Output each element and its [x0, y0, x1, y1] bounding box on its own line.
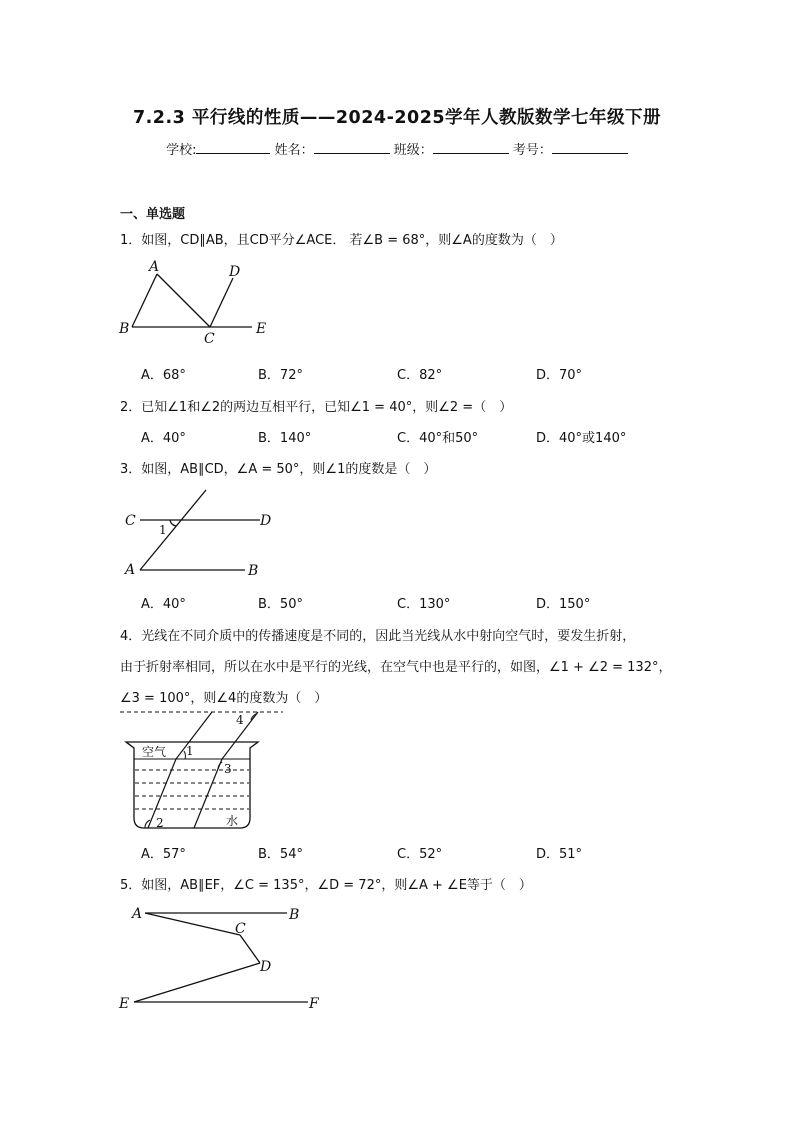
q4-option-b[interactable]: B．54°: [258, 847, 303, 862]
angle-1-label: 1: [159, 523, 167, 537]
student-info-line: [0, 139, 794, 158]
question-4-line-1: 4．光线在不同介质中的传播速度是不同的，因此当光线从水中射向空气时，要发生折射，: [120, 629, 636, 644]
exam-number-blank: [552, 141, 628, 154]
transversal: [140, 490, 206, 570]
q4-option-d[interactable]: D．51°: [536, 847, 583, 862]
label-b: B: [289, 907, 300, 923]
segment-ba: [132, 274, 157, 327]
label-c: C: [204, 331, 215, 347]
question-5-figure: [110, 900, 330, 1012]
question-4-line-2: 由于折射率相同，所以在水中是平行的光线，在空气中也是平行的，如图，∠1 + ∠2 = 132°，: [120, 660, 672, 675]
label-c: C: [235, 921, 246, 937]
question-3-figure: [118, 486, 278, 582]
question-4-figure: [118, 706, 288, 836]
label-a: A: [125, 562, 136, 578]
question-2-stem: 2．已知∠1和∠2的两边互相平行，已知∠1 = 40°，则∠2 =（ ）: [120, 400, 513, 415]
segment-cd: [240, 935, 260, 963]
q4-option-a[interactable]: A．57°: [141, 847, 186, 862]
label-d: D: [260, 959, 272, 975]
question-4-line-3: ∠3 = 100°，则∠4的度数为（ ）: [120, 691, 328, 706]
exam-number-label: 考号：: [512, 143, 552, 158]
segment-de: [134, 963, 260, 1002]
class-blank: [433, 141, 509, 154]
q2-option-a[interactable]: A．40°: [141, 431, 186, 446]
q3-option-b[interactable]: B．50°: [258, 597, 303, 612]
q1-option-d[interactable]: D．70°: [536, 368, 583, 383]
angle-3-label: 3: [224, 762, 232, 776]
q1-option-b[interactable]: B．72°: [258, 368, 303, 383]
section-title: 一、单选题: [120, 207, 186, 222]
label-c: C: [125, 513, 136, 529]
label-b: B: [248, 563, 259, 579]
label-a: A: [132, 906, 143, 922]
water-label: 水: [226, 814, 239, 828]
label-d: D: [229, 264, 241, 280]
class-label: 班级：: [393, 143, 433, 158]
segment-ac: [157, 274, 210, 327]
page-title: 7.2.3 平行线的性质——2024-2025学年人教版数学七年级下册: [132, 108, 662, 128]
angle-2-label: 2: [156, 816, 164, 830]
q3-option-d[interactable]: D．150°: [536, 597, 591, 612]
q4-option-c[interactable]: C．52°: [397, 847, 443, 862]
label-e: E: [256, 321, 267, 337]
label-e: E: [119, 996, 130, 1012]
segment-cd: [210, 278, 233, 327]
school-blank: [196, 141, 270, 154]
question-1-stem: 1．如图，CD∥AB，且CD平分∠ACE． 若∠B = 68°，则∠A的度数为（ ）: [120, 233, 563, 248]
question-1-figure: [110, 256, 280, 348]
segment-ac: [145, 913, 240, 935]
q1-option-c[interactable]: C．82°: [397, 368, 443, 383]
q2-option-b[interactable]: B．140°: [258, 431, 312, 446]
label-a: A: [149, 259, 160, 275]
school-label: 学校:: [166, 143, 197, 158]
q2-option-d[interactable]: D．40°或140°: [536, 431, 627, 446]
angle-1-label: 1: [186, 744, 194, 758]
label-b: B: [119, 321, 130, 337]
label-d: D: [260, 513, 272, 529]
label-f: F: [309, 996, 319, 1012]
angle-4-label: 4: [236, 713, 244, 727]
q3-option-a[interactable]: A．40°: [141, 597, 186, 612]
air-label: 空气: [142, 745, 167, 759]
q3-option-c[interactable]: C．130°: [397, 597, 451, 612]
question-5-stem: 5．如图，AB∥EF，∠C = 135°，∠D = 72°，则∠A + ∠E等于（ ）: [120, 878, 532, 893]
question-3-stem: 3．如图，AB∥CD，∠A = 50°，则∠1的度数是（ ）: [120, 462, 437, 477]
name-blank: [314, 141, 390, 154]
q2-option-c[interactable]: C．40°和50°: [397, 431, 479, 446]
angle-1-arc: [170, 520, 176, 526]
name-label: 姓名：: [274, 143, 314, 158]
q1-option-a[interactable]: A．68°: [141, 368, 186, 383]
